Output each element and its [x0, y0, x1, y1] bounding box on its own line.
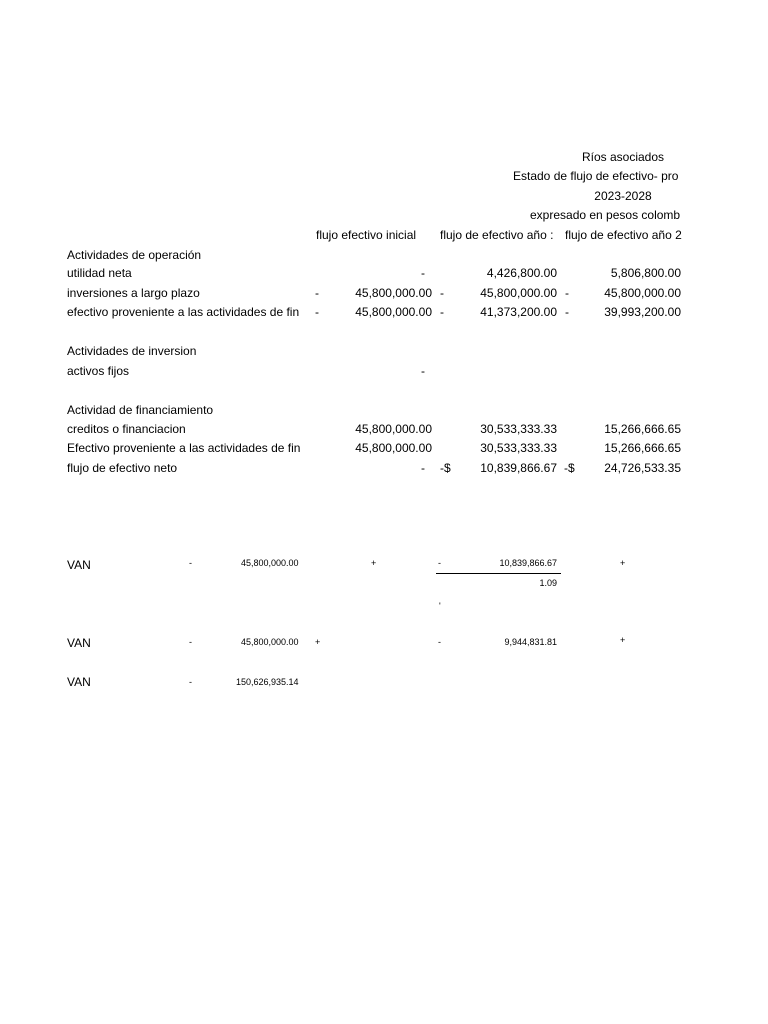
van-1-sign: -: [189, 558, 192, 568]
van-2-initial-value: 45,800,000.00: [241, 637, 299, 647]
van-2-discounted-value: 9,944,831.81: [504, 637, 557, 647]
cash-from-operations-year2-sign: -: [565, 305, 569, 319]
net-cash-flow-year1: 10,839,866.67: [480, 461, 557, 475]
long-term-investments-year1: 45,800,000.00: [480, 286, 557, 300]
section-title-investment: Actividades de inversion: [67, 344, 197, 358]
van-2-value-sign: -: [438, 637, 441, 647]
net-cash-flow-year2-sign: -$: [564, 461, 575, 475]
row-label-cash-from-financing: Efectivo proveniente a las actividades de fin: [67, 441, 301, 455]
net-income-year2: 5,806,800.00: [610, 266, 681, 280]
net-cash-flow-year1-sign: -$: [440, 461, 451, 475]
column-header-year1: flujo de efectivo año :: [440, 228, 554, 242]
van-2-plus-2: +: [620, 635, 626, 645]
row-label-fixed-assets: activos fijos: [67, 364, 130, 378]
long-term-investments-year2-sign: -: [565, 286, 569, 300]
row-label-net-cash-flow: flujo de efectivo neto: [67, 461, 178, 475]
long-term-investments-year2: 45,800,000.00: [604, 286, 681, 300]
cash-from-operations-year1-sign: -: [440, 305, 444, 319]
van-3-sign: -: [189, 677, 192, 687]
credits-year1: 30,533,333.33: [480, 422, 557, 436]
van-1-numerator: 10,839,866.67: [499, 558, 557, 568]
currency-note: expresado en pesos colomb: [530, 208, 681, 222]
cash-from-operations-initial: 45,800,000.00: [355, 305, 432, 319]
van-1-plus-2: +: [620, 558, 626, 568]
van-1-numerator-sign: -: [438, 558, 441, 568]
cash-from-operations-initial-sign: -: [315, 305, 319, 319]
van-3-result: 150,626,935.14: [236, 677, 299, 687]
row-label-net-income: utilidad neta: [67, 266, 132, 280]
van-2-sign: -: [189, 637, 192, 647]
section-title-operation: Actividades de operación: [67, 248, 202, 262]
cash-from-operations-year2: 39,993,200.00: [604, 305, 681, 319]
long-term-investments-year1-sign: -: [440, 286, 444, 300]
statement-title: Estado de flujo de efectivo- pro: [513, 169, 679, 183]
van-label-2: VAN: [67, 636, 91, 650]
section-title-financing: Actividad de financiamiento: [67, 403, 214, 417]
van-1-denominator: 1.09: [539, 578, 557, 588]
fixed-assets-initial: -: [421, 364, 425, 378]
company-name: Ríos asociados: [581, 150, 665, 164]
net-income-initial: -: [421, 266, 425, 280]
net-cash-flow-initial: -: [421, 461, 425, 475]
column-header-year2: flujo de efectivo año 2: [565, 228, 682, 242]
cash-from-operations-year1: 41,373,200.00: [480, 305, 557, 319]
credits-initial: 45,800,000.00: [355, 422, 432, 436]
fraction-bar: [436, 573, 561, 574]
row-label-long-term-investments: inversiones a largo plazo: [67, 286, 200, 300]
column-header-initial: flujo efectivo inicial: [316, 228, 417, 242]
long-term-investments-initial: 45,800,000.00: [355, 286, 432, 300]
van-1-plus: +: [371, 558, 377, 568]
credits-year2: 15,266,666.65: [604, 422, 681, 436]
van-label-1: VAN: [67, 558, 91, 572]
cash-from-financing-year2: 15,266,666.65: [604, 441, 681, 455]
van-1-initial-value: 45,800,000.00: [241, 558, 299, 568]
row-label-cash-from-operations: efectivo proveniente a las actividades de fin: [67, 305, 300, 319]
van-1-mark: ': [439, 601, 441, 611]
net-cash-flow-year2: 24,726,533.35: [604, 461, 681, 475]
cash-from-financing-initial: 45,800,000.00: [355, 441, 432, 455]
van-2-plus: +: [315, 637, 321, 647]
long-term-investments-initial-sign: -: [315, 286, 319, 300]
net-income-year1: 4,426,800.00: [486, 266, 557, 280]
row-label-credits: creditos o financiacion: [67, 422, 186, 436]
cash-from-financing-year1: 30,533,333.33: [480, 441, 557, 455]
statement-period: 2023-2028: [594, 189, 652, 203]
van-label-3: VAN: [67, 675, 91, 689]
